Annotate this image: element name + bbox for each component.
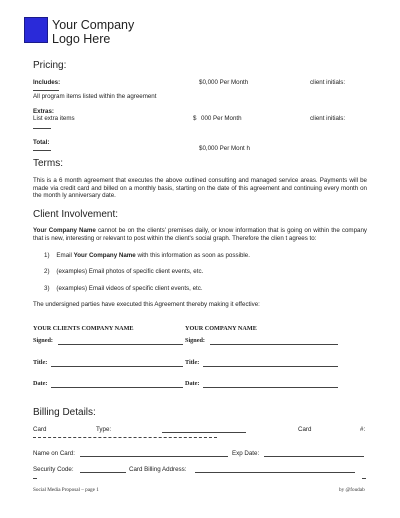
billing-card-number-label: #:: [360, 426, 366, 433]
security-code-label: Security Code:: [33, 466, 74, 473]
logo-line-1: Your Company: [52, 18, 135, 32]
logo-placeholder-box: [24, 17, 48, 43]
client-title-line[interactable]: [51, 366, 183, 367]
terms-text: This is a 6 month agreement that executes the above outlined consulting and managed service areas. Payments will be made via credit card and billed on a monthly basis, starting on the date of this agreement and continuing every month on the month ly anniversary date.: [33, 177, 367, 200]
billing-card-number-line[interactable]: [33, 437, 217, 438]
logo-text: [52, 18, 134, 46]
company-signed-line[interactable]: [210, 344, 338, 345]
card-billing-address-line[interactable]: [195, 472, 355, 473]
company-name-bold: Your Company Name: [33, 227, 96, 234]
billing-card2-label: Card: [298, 426, 312, 433]
billing-small-line-right: [362, 478, 366, 479]
name-on-card-line[interactable]: [80, 456, 228, 457]
list-num-2: 2): [44, 268, 50, 275]
total-underline: [33, 150, 51, 151]
list-item-3: [44, 285, 203, 292]
client-involvement-intro: [33, 227, 367, 242]
billing-type-label: Type:: [96, 426, 112, 433]
extras-note: List extra items: [33, 115, 75, 122]
extras-price: 000 Per Month: [201, 115, 242, 122]
total-label: Total:: [33, 139, 50, 146]
client-signed-label: Signed:: [33, 337, 53, 344]
company-signed-label: Signed:: [185, 337, 205, 344]
client-signed-line[interactable]: [58, 344, 183, 345]
list-num-3: 3): [44, 285, 50, 292]
total-price: $0,000 Per Mont h: [199, 145, 250, 152]
client-initials-2: client initials:: [310, 115, 346, 122]
includes-price: $0,000 Per Month: [199, 79, 249, 86]
extras-label: Extras:: [33, 108, 54, 115]
logo-line-2: Logo Here: [52, 32, 111, 46]
company-title-label: Title:: [185, 359, 200, 366]
client-company-title: YOUR CLIENTS COMPANY NAME: [33, 325, 134, 332]
footer-left: Social Media Proposal – page 1: [33, 487, 99, 493]
list-item-2-text: (examples) Email photos of specific client events, etc.: [56, 268, 204, 275]
list-item-3-text: (examples) Email videos of specific client events, etc.: [56, 285, 203, 292]
exp-date-label: Exp Date:: [232, 450, 260, 457]
includes-label: Includes:: [33, 79, 61, 86]
billing-heading: Billing Details:: [33, 407, 96, 418]
your-company-title: YOUR COMPANY NAME: [185, 325, 257, 332]
list-item-1-post: with this information as soon as possible.: [135, 252, 250, 259]
exp-date-line[interactable]: [264, 456, 364, 457]
list-item-1-bold: Your Company Name: [73, 252, 136, 259]
terms-heading: Terms:: [33, 158, 63, 169]
intro-rest: cannot be on the clients' premises daily, or know information that is going on within the company that is new, interesting or relevant to post within the client's social graph. Therefore the clien t agrees to:: [33, 227, 367, 242]
billing-small-line: [33, 478, 37, 479]
includes-note: All program items listed within the agreement: [33, 93, 157, 100]
extras-dollar: $: [193, 115, 197, 122]
client-date-line[interactable]: [51, 387, 183, 388]
list-num-1: 1): [44, 252, 50, 259]
card-billing-address-label: Card Billing Address:: [129, 466, 187, 473]
billing-card-label: Card: [33, 426, 47, 433]
includes-underline: [33, 90, 59, 91]
list-item-1-pre: Email: [56, 252, 74, 259]
pricing-heading: Pricing:: [33, 60, 67, 71]
extras-underline: [33, 128, 51, 129]
client-date-label: Date:: [33, 380, 48, 387]
company-title-line[interactable]: [203, 366, 338, 367]
undersigned-text: The undersigned parties have executed this Agreement thereby making it effective:: [33, 301, 260, 308]
billing-type-line[interactable]: [162, 432, 246, 433]
company-date-label: Date:: [185, 380, 200, 387]
client-initials-1: client initials:: [310, 79, 346, 86]
footer-right: by @foudab: [339, 487, 365, 493]
security-code-line[interactable]: [80, 472, 126, 473]
client-title-label: Title:: [33, 359, 48, 366]
list-item-1: [44, 252, 250, 259]
name-on-card-label: Name on Card:: [33, 450, 75, 457]
list-item-2: [44, 268, 203, 275]
company-date-line[interactable]: [203, 387, 338, 388]
client-involvement-heading: Client Involvement:: [33, 209, 119, 220]
